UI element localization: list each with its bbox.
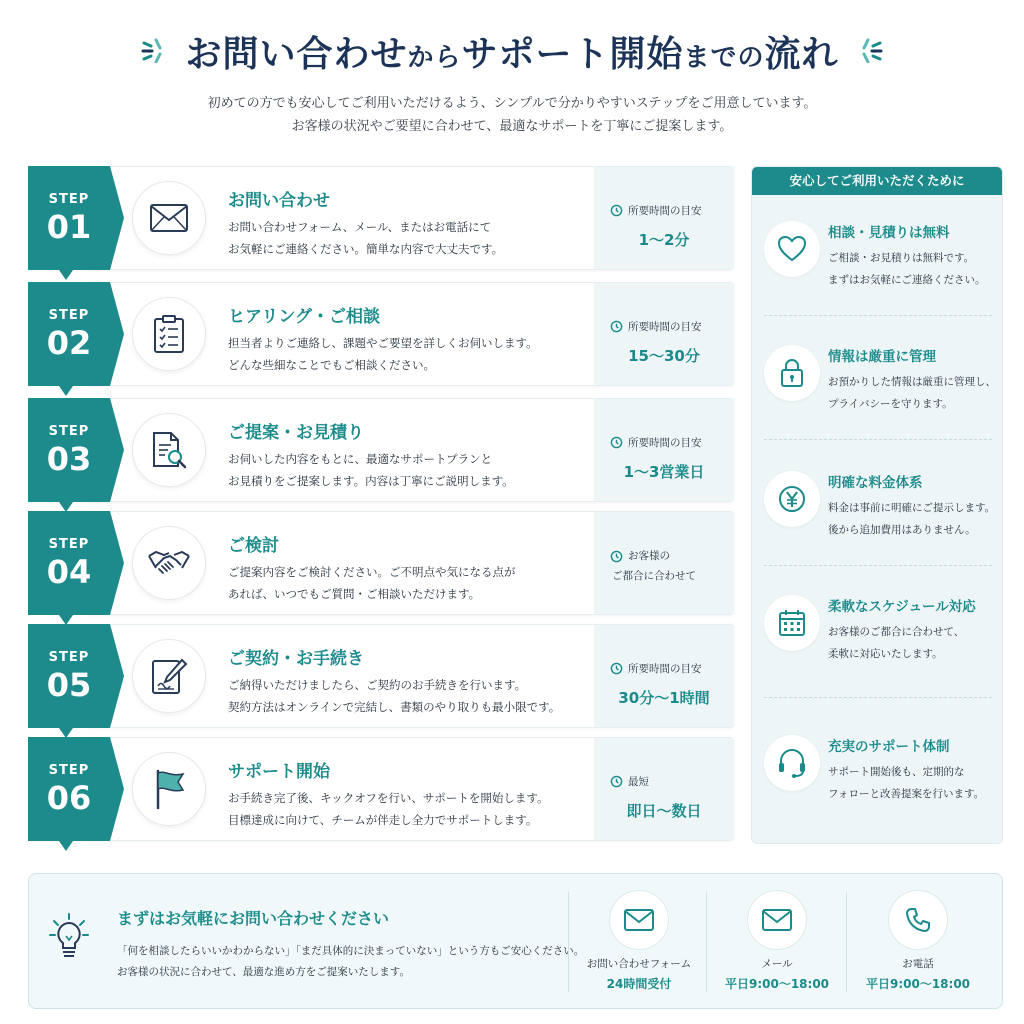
step-desc-line: 目標達成に向けて、チームが伴走し全力でサポートします。 [228,813,538,827]
headset-icon [764,735,820,791]
time-label [610,203,702,218]
time-label-text: 所要時間の目安 [628,663,702,675]
side-item-title: 充実のサポート体制 [828,739,950,755]
subtitle-line: お客様の状況やご要望に合わせて、最適なサポートを丁寧にご提案します。 [291,119,733,134]
contact-divider [706,892,707,992]
envelope-icon [609,890,669,950]
side-item-desc [828,371,996,415]
time-label [610,661,702,676]
time-value: 即日〜数日 [626,802,702,820]
time-label [610,435,702,450]
step-number: 03 [46,440,92,478]
contact-email-button[interactable] [708,890,846,994]
step-time-box [594,283,734,385]
page-title: お問い合わせからサポート開始までの流れ [185,34,839,75]
side-item-title: 柔軟なスケジュール対応 [828,599,976,615]
step-title: お問い合わせ [228,191,330,211]
contact-detail: 平日9:00〜18:00 [724,977,830,991]
time-label-text: 所要時間の目安 [628,437,702,449]
step-desc-line: お手続き完了後、キックオフを行い、サポートを開始します。 [228,791,549,805]
contract-pen-icon [132,639,206,713]
contact-label: メール [761,958,793,970]
step-time-box [594,512,734,614]
contact-detail: 24時間受付 [606,977,672,991]
time-value: 15〜30分 [628,347,700,365]
side-divider [764,315,992,316]
step-title: ご提案・お見積り [228,423,364,443]
side-item-desc [828,247,986,291]
step-badge [28,398,132,502]
step-description [228,674,560,718]
step-badge [28,737,132,841]
step-desc-line: ご提案内容をご検討ください。ご不明点や気になる点が [228,565,516,579]
step-desc-line: ご納得いただけましたら、ご契約のお手続きを行います。 [228,678,527,692]
step-badge [28,511,132,615]
step-description [228,787,549,831]
step-description [228,216,503,260]
envelope-icon [747,890,807,950]
envelope-icon [132,181,206,255]
clock-icon [610,436,623,449]
step-title: ヒアリング・ご相談 [228,307,380,327]
step-label: STEP [48,763,90,778]
step-description [228,561,516,605]
side-divider [764,697,992,698]
page-subtitle [0,92,1024,138]
document-search-icon [132,413,206,487]
side-desc-line: サポート開始後も、定期的な [828,766,965,778]
side-item-desc [828,621,964,665]
side-desc-line: プライバシーを守ります。 [828,398,953,410]
step-time-box [594,738,734,840]
side-desc-line: フォローと改善提案を行います。 [828,788,985,800]
step-02 [28,282,734,386]
step-desc-line: お伺いした内容をもとに、最適なサポートプランと [228,452,493,466]
step-badge [28,166,132,270]
clock-icon [610,204,623,217]
time-note [610,546,696,586]
step-number: 04 [46,553,92,591]
side-item-desc [828,761,984,805]
time-label-text: 最短 [628,776,649,788]
step-desc-line: どんな些細なことでもご相談ください。 [228,358,435,372]
clipboard-checklist-icon [132,297,206,371]
step-06 [28,737,734,841]
time-label-text: 所要時間の目安 [628,205,702,217]
phone-icon [888,890,948,950]
step-04 [28,511,734,615]
side-item-title: 相談・見積りは無料 [828,225,950,241]
step-desc-line: 契約方法はオンラインで完結し、書類のやり取りも最小限です。 [228,700,561,714]
step-number: 05 [46,666,92,704]
lock-icon [764,345,820,401]
step-description [228,448,514,492]
step-time-box [594,399,734,501]
time-label [610,319,702,334]
contact-cta-box [28,873,1003,1009]
handshake-icon [132,526,206,600]
time-label [610,774,649,789]
step-desc-line: あれば、いつでもご質問・ご相談いただけます。 [228,587,481,601]
reassurance-panel [751,166,1003,844]
side-desc-line: お預かりした情報は厳重に管理し、 [828,376,996,388]
side-divider [764,565,992,566]
header [0,0,1024,150]
side-desc-line: ご相談・お見積りは無料です。 [828,252,975,264]
contact-divider [568,892,569,992]
lightbulb-icon [49,912,89,968]
subtitle-line: 初めての方でも安心してご利用いただけるよう、シンプルで分かりやすいステップをご用意しています。 [207,96,817,111]
step-label: STEP [48,192,90,207]
time-note-text: お客様の [628,550,670,562]
time-value: 1〜3営業日 [623,463,705,481]
step-01 [28,166,734,270]
time-value: 30分〜1時間 [618,689,710,707]
time-value: 1〜2分 [638,231,690,249]
clock-icon [610,775,623,788]
step-desc-line: お見積りをご提案します。内容は丁寧にご説明します。 [228,474,514,488]
step-number: 06 [46,779,92,817]
contact-label: お電話 [902,958,934,970]
flag-icon [132,752,206,826]
side-item-title: 情報は厳重に管理 [828,349,936,365]
contact-detail: 平日9:00〜18:00 [865,977,971,991]
side-desc-line: 柔軟に対応いたします。 [828,648,943,660]
step-desc-line: お気軽にご連絡ください。簡単な内容で大丈夫です。 [228,242,504,256]
time-note-row [610,546,696,566]
contact-divider [846,892,847,992]
step-badge [28,624,132,728]
heart-icon [764,221,820,277]
cta-desc-line: お客様の状況に合わせて、最適な進め方をご提案いたします。 [117,966,410,978]
side-item-title: 明確な料金体系 [828,475,923,491]
step-number: 01 [46,208,92,246]
side-desc-line: お客様のご都合に合わせて、 [828,626,965,638]
step-05 [28,624,734,728]
contact-label: お問い合わせフォーム [586,958,692,970]
sparkle-right-icon [858,37,884,67]
side-desc-line: まずはお気軽にご連絡ください。 [828,274,986,286]
time-label-text: 所要時間の目安 [628,321,702,333]
contact-phone-button[interactable] [849,890,987,994]
calendar-icon [764,595,820,651]
clock-icon [610,320,623,333]
step-description [228,332,538,376]
step-badge [28,282,132,386]
step-number: 02 [46,324,92,362]
step-time-box [594,167,734,269]
side-desc-line: 料金は事前に明確にご提示します。 [828,502,996,514]
cta-description [117,941,584,983]
clock-icon [610,550,623,563]
clock-icon [610,662,623,675]
sparkle-left-icon [140,37,166,67]
step-03 [28,398,734,502]
step-label: STEP [48,424,90,439]
reassurance-heading: 安心してご利用いただくために [752,167,1002,195]
contact-form-button[interactable] [570,890,708,994]
side-desc-line: 後から追加費用はありません。 [828,524,976,536]
step-title: サポート開始 [228,762,330,782]
side-item-desc [828,497,995,541]
step-label: STEP [48,537,90,552]
yen-icon [764,471,820,527]
step-desc-line: お問い合わせフォーム、メール、またはお電話にて [228,220,492,234]
title-row [0,26,1024,77]
step-title: ご検討 [228,536,279,556]
step-title: ご契約・お手続き [228,649,364,669]
time-note-text: ご都合に合わせて [612,570,696,582]
step-desc-line: 担当者よりご連絡し、課題やご要望を詳しくお伺いします。 [228,336,538,350]
cta-desc-line: 「何を相談したらいいかわからない」「まだ具体的に決まっていない」という方もご安心ください。 [117,945,585,957]
step-time-box [594,625,734,727]
cta-title: まずはお気軽にお問い合わせください [117,909,390,928]
step-label: STEP [48,650,90,665]
side-divider [764,439,992,440]
step-label: STEP [48,308,90,323]
